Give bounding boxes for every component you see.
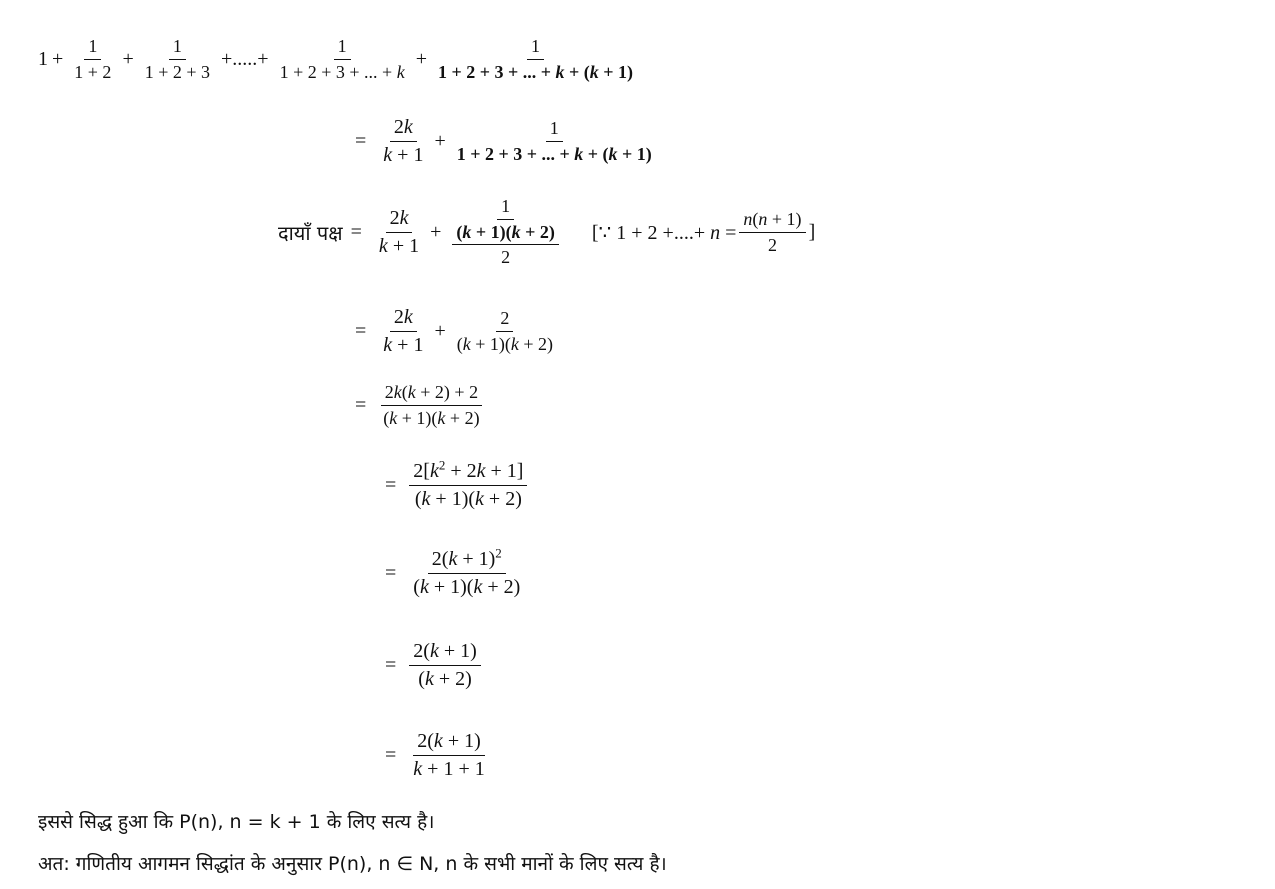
equation-line-8: = $\frac{2(k + 1)}{(k + 2)}$: [385, 640, 484, 691]
equation-line-9: = $\frac{2(k + 1)}{k + 1 + 1}$: [385, 730, 485, 780]
conclusion-text-2: अत: गणितीय आगमन सिद्धांत के अनुसार P(n), n ∈ N, n के सभी मानों के लिए सत्य है।: [38, 853, 667, 875]
equation-line-5: = $\frac{2k(k + 2) + 2}{(k + 1)(k + 2)}$: [355, 382, 487, 428]
equation-line-7: = $\frac{2(k + 1)^2}{(k + 1)(k + 2)}$: [385, 545, 521, 598]
equation-line-6: = $\frac{2[k^2 + 2k + 1]}{(k + 1)(k + 2)}$: [385, 460, 530, 511]
conclusion-line-1: [38, 808, 434, 834]
conclusion-line-2: [38, 850, 667, 876]
conclusion-text-1: इससे सिद्ध हुआ कि P(n), n = k + 1 के लिए सत्य है।: [38, 811, 435, 833]
equation-line-3: दायाँ पक्ष = $\frac{2k}{k + 1}$ + $\frac{1}{\frac{(k + 1)(k + 2)}{2}}$ [∵ 1 + 2 +....+ n = $\frac{n(n + 1)}{2}$ ]: [278, 196, 816, 268]
equation-line-2: = $\frac{2k}{k + 1}$ + $\frac{1}{1 + 2 + 3 + ... + k + (k + 1)}$: [355, 116, 652, 166]
equation-line-1: 1 + $\frac{1}{1 + 2}$ + $\frac{1}{1 + 2 + 3}$ +.....+ $\frac{1}{1 + 2 + 3 + ... + k}$ + $\frac{1}{1 + 2 + 3 + ... + k + (k + 1)}$: [38, 36, 634, 82]
rhs-label: दायाँ पक्ष: [278, 220, 343, 245]
equation-line-4: = $\frac{2k}{k + 1}$ + $\frac{2}{(k + 1)(k + 2)}$: [355, 306, 554, 356]
